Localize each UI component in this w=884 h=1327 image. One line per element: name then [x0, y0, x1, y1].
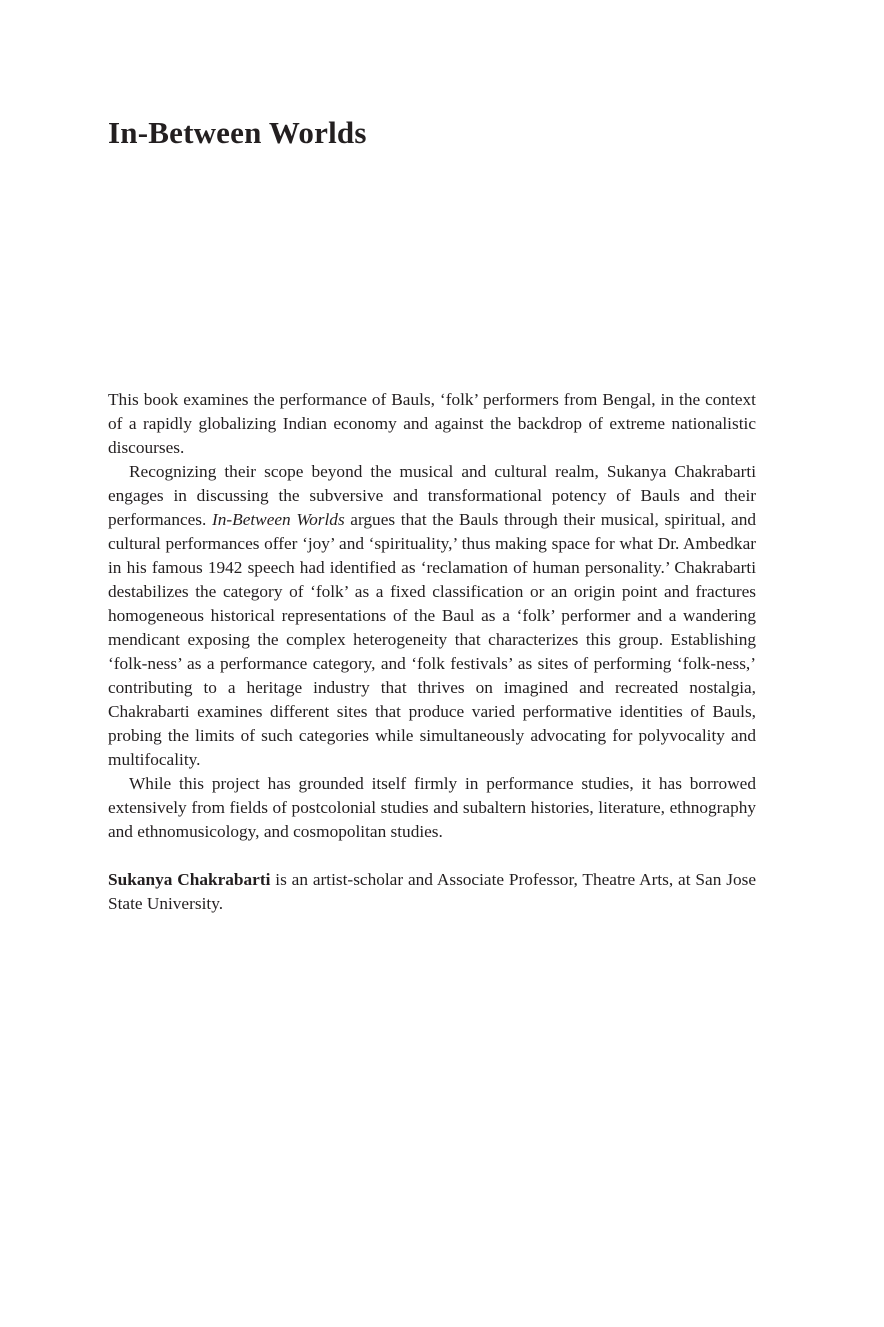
description-paragraph-3: While this project has grounded itself firmly in performance studies, it has borrowed extensively from fields of postcolonial studies and subaltern histories, literature, ethnography and ethnomusicology, and cosmopolitan studies.: [108, 774, 756, 841]
description-paragraph-1: This book examines the performance of Bauls, ‘folk’ performers from Bengal, in the context of a rapidly globalizing Indian economy and against the backdrop of extreme nationalistic discourses.: [108, 390, 756, 457]
italic-book-title: In-Between Worlds: [212, 510, 345, 529]
description-paragraph-2: [108, 460, 756, 772]
paragraph-2-text-start: Recognizing their scope beyond the musical and cultural realm, Sukanya Chakrabarti engages in discussing the subversive and transformational potency of Bauls and their performances.: [108, 462, 756, 529]
book-description: [108, 388, 756, 916]
book-title: In-Between Worlds: [108, 115, 367, 150]
author-name: Sukanya Chakrabarti: [108, 870, 271, 889]
paragraph-2-text-end: argues that the Bauls through their musical, spiritual, and cultural performances offer ‘joy’ and ‘spirituality,’ thus making space for what Dr. Ambedkar in his famous 1942 speech had identified as ‘reclamation of human personality.’ Chakrabarti destabilizes the category of ‘folk’ as a fixed classification or an origin point and fractures homogeneous historical representations of the Baul as a ‘folk’ performer and a wandering mendicant exposing the complex heterogeneity that characterizes this group. Establishing ‘folk-ness’ as a performance category, and ‘folk festivals’ as sites of performing ‘folk-ness,’ contributing to a heritage industry that thrives on imagined and recreated nostalgia, Chakrabarti examines different sites that produce varied performative identities of Bauls, probing the limits of such categories while simultaneously advocating for polyvocality and multifocality.: [108, 510, 756, 769]
author-bio: [108, 868, 756, 916]
author-bio-text: is an artist-scholar and Associate Professor, Theatre Arts, at San Jose State University.: [108, 870, 756, 913]
